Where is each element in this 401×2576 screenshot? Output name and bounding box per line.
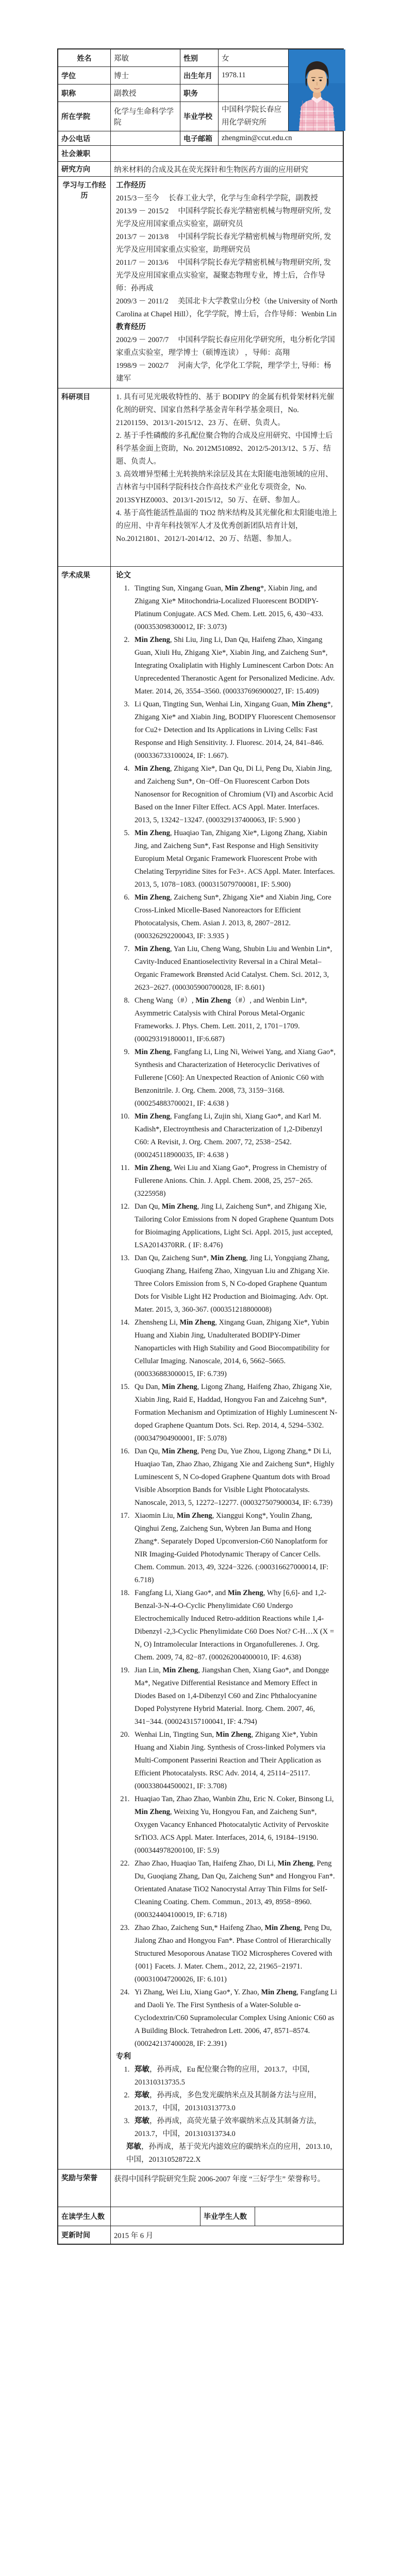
row-phone-email	[58, 131, 343, 146]
patent-item: 1. 郑敏，孙再成，Eu 配位聚合物的应用，2013.7，中国，201310313735.5	[131, 2063, 338, 2089]
paper-item: 2. Min Zheng, Shi Liu, Jing Li, Dan Qu, Haifeng Zhao, Xingang Guan, Xiuli Hu, Zhigang Xie*, Xiabin Jing, and Zaicheng Sun*, Integrating Oxaliplatin with Highly Luminescent Carbon Dots: An Unprecedented Theranostic Agent for Personalized Medicine. Adv. Mater. 2014, 26, 3554–3560. (000337696900027, IF: 15.409)	[131, 634, 338, 698]
work-history-header: 工作经历	[116, 181, 146, 190]
paper-item: 10. Min Zheng, Fangfang Li, Zujin shi, Xiang Gao*, and Karl M. Kadish*, Electroynthesis and Characterization of 1,2-Dibenzyl C60: A Revisit, J. Org. Chem. 2007, 72, 2538−2542. (000245118900035, IF: 4.638 )	[131, 1110, 338, 1162]
paper-item: 12. Dan Qu, Min Zheng, Jing Li, Zaicheng Sun*, and Zhigang Xie, Tailoring Color Emissions from N doped Graphene Quantum Dots for Bioimaging Applications, Light Sci. Appl. 2015, just accepted, LSA2014370RR. ( IF: 8.476)	[131, 1200, 338, 1252]
patents-list	[116, 2063, 338, 2141]
email-label: 电子邮箱	[180, 131, 219, 145]
profile-top-block	[58, 49, 343, 131]
paper-item: 6. Min Zheng, Zaicheng Sun*, Zhigang Xie* and Xiabin Jing, Core Cross-Linked Micelle-Based Nanoreactors for Efficient Photocatalysis, Chem. Asian J. 2013, 8, 2807−2812. (000326292200043, IF: 3.935 )	[131, 891, 338, 943]
project-item: 3. 高效增异型稀土光转换纳米涂层及其在太阳能电池领域的应用、吉林省与中国科学院科技合作高技术产业化专项资金，No. 2013SYHZ0003、2013/1-2015/12，50 万、在研、参加人。	[116, 470, 333, 504]
row-projects	[58, 388, 343, 567]
paper-item: 24. Yi Zhang, Wei Liu, Xiang Gao*, Y. Zhao, Min Zheng, Fangfang Li and Daoli Ye. The First Synthesis of a Water-Soluble α-Cyclodextrin/C60 Supramolecular Complex Using Anionic C60 as A Building Block. Tetrahedron Lett. 2006, 47, 8571–8574. (000242137400028, IF: 2.391)	[131, 1986, 338, 2050]
work-history-item: 2015/3－至今 长春工业大学，化学与生命科学学院，副教授	[116, 194, 318, 202]
paper-item: 23. Zhao Zhao, Zaicheng Sun,* Haifeng Zhao, Min Zheng, Peng Du, Jialong Zhao and Hongyou Fan*. Phase Control of Hierarchically Structured Mesoporous Anatase TiO2 Microspheres Covered with {001} Facets. J. Mater. Chem., 2012, 22, 21965−21971. (000310047200026, IF: 6.101)	[131, 1922, 338, 1986]
patent-item: 2. 郑敏，孙再成，多色发光碳纳米点及其制备方法与应用，2013.7，中国，201310313773.0	[131, 2089, 338, 2115]
experience-content	[111, 177, 343, 388]
paper-item: 16. Dan Qu, Min Zheng, Peng Du, Yue Zhou, Ligong Zhang,* Di Li, Huaqiao Tan, Zhao Zhao, Zhigang Xie and Zaicheng Sun*, Highly Luminescent S, N Co-doped Graphene Quantum dots with Broad Visible Absorption Bands for Visible Light Photocatalysts. Nanoscale, 2013, 5, 12272–12277. (000327507900034, IF: 6.739)	[131, 1445, 338, 1510]
cv-document-page	[0, 48, 401, 2576]
office-phone-label: 办公电话	[58, 131, 111, 145]
paper-item: 3. Li Quan, Tingting Sun, Wenhai Lin, Xingang Guan, Min Zheng*, Zhigang Xie* and Xiabin Jing, BODIPY Fluorescent Chemosensor for Cu2+ Detection and Its Applications in Living Cells: Fast Response and High Sensitivity. J. Fluoresc. 2014, 24, 841–846. (000336733100024, IF: 1.667).	[131, 698, 338, 762]
row-students	[58, 2207, 343, 2226]
education-list	[116, 334, 338, 385]
row-degree-birth	[58, 67, 288, 84]
professional-title-value: 副教授	[111, 84, 180, 101]
paper-item: 9. Min Zheng, Fangfang Li, Ling Ni, Weiwei Yang, and Xiang Gao*, Synthesis and Characterization of Heterocyclic Derivatives of Fullerene [C60]: An Unexpected Reaction of Anionic C60 with Benzonitrile. J. Org. Chem. 2008, 73, 3159−3168. (000254883700021, IF: 4.638 )	[131, 1046, 338, 1110]
row-college-school	[58, 102, 288, 131]
birth-date-label: 出生年月	[180, 67, 219, 84]
professional-title-label: 职称	[58, 84, 111, 101]
awards-label: 奖励与荣誉	[58, 2170, 111, 2207]
papers-header: 论文	[116, 571, 131, 580]
post-label: 职务	[180, 84, 219, 101]
projects-content	[111, 388, 343, 566]
update-time-value: 2015 年 6 月	[114, 2231, 154, 2240]
education-item: 2002/9 － 2007/7 中国科学院长春应用化学研究所，电分析化学国家重点实验室，理学博士（硕博连读） ，导师：高翔	[116, 336, 335, 357]
paper-item: 8. Cheng Wang（#）, Min Zheng（#）, and Wenbin Lin*, Asymmetric Catalysis with Chiral Porous Metal-Organic Frameworks. J. Phys. Chem. Lett. 2011, 2, 1701−1709. (000293191800011, IF:6.687)	[131, 994, 338, 1046]
achievements-content	[111, 567, 343, 2169]
paper-item: 7. Min Zheng, Yan Liu, Cheng Wang, Shubin Liu and Wenbin Lin*, Cavity-Induced Enantioselectivity Reversal in a Chiral Metal–Organic Framework Brønsted Acid Catalyst. Chem. Sci. 2012, 3, 2623−2627. (000305900700028, IF: 8.601)	[131, 943, 338, 994]
name-value: 郑敏	[111, 49, 180, 66]
birth-date-value: 1978.11	[222, 71, 246, 79]
row-experience	[58, 177, 343, 388]
awards-value: 获得中国科学院研究生院 2006-2007 年度 “三好学生” 荣誉称号。	[114, 2175, 325, 2183]
graduate-school-value: 中国科学院长春应用化学研究所	[222, 106, 281, 127]
project-item: 1. 具有可见光吸收特性的、基于 BODIPY 的金属有机骨架材料光催化剂的研究、国家自然科学基金青年科学基金项目，No. 21201159、2013/1-2015/12、23 万、在研、负责人。	[116, 393, 335, 427]
paper-item: 19. Jian Lin, Min Zheng, Jiangshan Chen, Xiang Gao*, and Dongge Ma*, Negative Differential Resistance and Memory Effect in Diodes Based on 1,4-Dibenzyl C60 and Zinc Phthalocyanine Doped Polystyrene Hybrid Material. Inorg. Chem. 2007, 46, 341−344. (000243157100041, IF: 4.794)	[131, 1664, 338, 1728]
education-header: 教育经历	[116, 323, 146, 331]
gender-value: 女	[222, 55, 229, 63]
paper-item: 18. Fangfang Li, Xiang Gao*, and Min Zheng, Why [6,6]- and 1,2-Benzal-3-N-4-O-Cyclic Phenylimidate C60 Undergo Electrochemically Induced Retro-addition Reactions while 1,4-Dibenzyl -2,3-Cyclic Phenylimidate C60 Does Not? C-H…X (X = N, O) Intramolecular Interactions in Organofullerenes. J. Org. Chem. 2009, 74, 82−87. (000262004000010, IF: 4.638)	[131, 1587, 338, 1664]
row-title-post	[58, 84, 288, 102]
work-history-item: 2009/3 － 2011/2 美国北卡大学教堂山分校（the University of North Carolina at Chapel Hill），化学学院，博士后，合作导师：Wenbin Lin	[116, 297, 338, 318]
college-value: 化学与生命科学学院	[111, 102, 180, 131]
patents-header: 专利	[116, 2053, 131, 2061]
experience-label: 学习与工作经历	[58, 177, 111, 388]
post-value	[219, 84, 288, 101]
paper-item: 13. Dan Qu, Zaicheng Sun*, Min Zheng, Jing Li, Yongqiang Zhang, Guoqiang Zhang, Haifeng Zhao, Xingyuan Liu and Zhigang Xie. Three Colors Emission from S, N Co-doped Graphene Quantum Dots for Visible Light H2 Production and Bioimaging. Adv. Opt. Mater. 2015, 3, 360-367. (000351218800008)	[131, 1252, 338, 1316]
cv-table	[57, 48, 344, 2245]
project-item: 2. 基于手性磷酸的多孔配位聚合物的合成及应用研究、中国博士后科学基金面上资助，No. 2012M510892、2012/5-2013/12、5 万、结题、负责人。	[116, 432, 333, 466]
work-history-list	[116, 192, 338, 321]
row-name-gender	[58, 49, 288, 67]
row-research	[58, 162, 343, 177]
paper-item: 22. Zhao Zhao, Huaqiao Tan, Haifeng Zhao, Di Li, Min Zheng, Peng Du, Guoqiang Zhang, Dan Qu, Zaicheng Sun* and Hongyou Fan*. Orientated Anatase TiO2 Nanocrystal Array Thin Films for Self-Cleaning Coating. Chem. Commun., 2013, 49, 8958−8960. (000324404100019, IF: 6.718)	[131, 1857, 338, 1922]
papers-list	[116, 582, 338, 2050]
paper-item: 1. Tingting Sun, Xingang Guan, Min Zheng*, Xiabin Jing, and Zhigang Xie* Mitochondria-Localized Fluorescent BODIPY-Platinum Conjugate. ACS Med. Chem. Lett. 2015, 6, 430−433. (000353098300012, IF: 3.073)	[131, 582, 338, 634]
name-label: 姓名	[58, 49, 111, 66]
project-item: 4. 基于高性能活性晶面的 TiO2 纳米结构及其光催化和太阳能电池上的应用、中青年科技领军人才及优秀创新团队培育计划，No.20121801、2012/1-2014/12、20 万、结题、参加人。	[116, 509, 337, 543]
degree-value: 博士	[111, 67, 180, 84]
social-posts-value	[111, 146, 343, 161]
portrait-photo-graphic	[289, 49, 345, 131]
gender-label: 性别	[180, 49, 219, 66]
projects-list	[116, 391, 338, 546]
research-direction-label: 研究方向	[58, 162, 111, 176]
research-direction-value: 纳米材料的合成及其在荧光探针和生物医药方面的应用研究	[114, 165, 308, 174]
update-time-label: 更新时间	[58, 2226, 111, 2244]
work-history-item: 2013/7 － 2013/8 中国科学院长春光学精密机械与物理研究所, 发光学及应用国家重点实验室，助理研究员	[116, 233, 331, 254]
graduate-school-label: 毕业学校	[180, 102, 219, 131]
work-history-item: 2013/9 － 2015/2 中国科学院长春光学精密机械与物理研究所, 发光学及应用国家重点实验室，副研究员	[116, 207, 331, 228]
paper-item: 20. Wenhai Lin, Tingting Sun, Min Zheng, Zhigang Xie*, Yubin Huang and Xiabin Jing. Synthesis of Cross-linked Polymers via Multi-Component Passerini Reaction and Their Application as Efficient Photocatalysts. RSC Adv. 2014, 4, 25114−25117. (000338044500021, IF: 3.708)	[131, 1728, 338, 1793]
achievements-label: 学术成果	[58, 567, 111, 2169]
paper-item: 15. Qu Dan, Min Zheng, Ligong Zhang, Haifeng Zhao, Zhigang Xie, Xiabin Jing, Raid E, Haddad, Hongyou Fan and Zaicehng Sun*, Formation Mechanism and Optimization of Highly Luminescent N-doped Graphene Quantum Dots. Sci. Rep. 2014, 4, 5294–5302. (000347904900001, IF: 5.078)	[131, 1381, 338, 1445]
paper-item: 14. Zhensheng Li, Min Zheng, Xingang Guan, Zhigang Xie*, Yubin Huang and Xiabin Jing, Unadulterated BODIPY-Dimer Nanoparticles with High Stability and Good Biocompatibility for Cellular Imaging. Nanoscale, 2014, 6, 5662–5665. (000336883000015, IF: 6.739)	[131, 1316, 338, 1381]
paper-item: 5. Min Zheng, Huaqiao Tan, Zhigang Xie*, Ligong Zhang, Xiabin Jing, and Zaicheng Sun*, Fast Response and High Sensitivity Europium Metal Organic Framework Fluorescent Probe with Chelating Terpyridine Sites for Fe3+. ACS Appl. Mater. Interfaces. 2013, 5, 1078−1083. (000315079700081, IF: 5.900)	[131, 827, 338, 891]
row-achievements	[58, 567, 343, 2170]
paper-item: 17. Xiaomin Liu, Min Zheng, Xianggui Kong*, Youlin Zhang, Qinghui Zeng, Zaicheng Sun, Wybren Jan Buma and Hong Zhang*. Separately Doped Upconversion-C60 Nanoplatform for NIR Imaging-Guided Photodynamic Therapy of Cancer Cells. Chem. Commun. 2013, 49, 3224−3226. (:000316627000014, IF: 6.718)	[131, 1510, 338, 1587]
patent-item-unnumbered: 郑敏，孙再成，基于荧光内滤效应的碳纳米点的应用，2013.10，中国，201310528722.X	[126, 2143, 338, 2164]
education-item: 1998/9 － 2002/7 河南大学，化学化工学院，理学学士, 导师：杨建军	[116, 362, 331, 383]
paper-item: 21. Huaqiao Tan, Zhao Zhao, Wanbin Zhu, Eric N. Coker, Binsong Li, Min Zheng, Weixing Yu, Hongyou Fan, and Zaicheng Sun*, Oxygen Vacancy Enhanced Photocatalytic Activity of Pervoskite SrTiO3. ACS Appl. Mater. Interfaces, 2014, 6, 19184–19190. (000344978200100, IF: 5.9)	[131, 1793, 338, 1857]
current-students-value	[111, 2207, 201, 2226]
social-posts-label: 社会兼职	[58, 146, 111, 161]
graduated-students-label: 毕业学生人数	[201, 2207, 255, 2226]
row-social	[58, 146, 343, 162]
email-value: zhengmin@ccut.edu.cn	[222, 134, 292, 142]
work-history-item: 2011/7 － 2013/6 中国科学院长春光学精密机械与物理研究所, 发光学及应用国家重点实验室，凝聚态物理专业，博士后，合作导师：孙再成	[116, 259, 331, 293]
paper-item: 11. Min Zheng, Wei Liu and Xiang Gao*, Progress in Chemistry of Fullerene Anions. Chin. J. Appl. Chem. 2008, 25, 257−265. (3225958)	[131, 1162, 338, 1200]
paper-item: 4. Min Zheng, Zhigang Xie*, Dan Qu, Di Li, Peng Du, Xiabin Jing, and Zaicheng Sun*, On−Off−On Fluorescent Carbon Dots Nanosensor for Recognition of Chromium (VI) and Ascorbic Acid Based on the Inner Filter Effect. ACS Appl. Mater. Interfaces. 2013, 5, 13242−13247. (000329137400063, IF: 5.900 )	[131, 762, 338, 827]
office-phone-value	[111, 131, 180, 145]
patent-item: 3. 郑敏，孙再成，高荧光量子效率碳纳米点及其制备方法，2013.7，中国，201310313734.0	[131, 2115, 338, 2141]
degree-label: 学位	[58, 67, 111, 84]
row-awards	[58, 2170, 343, 2207]
row-updated	[58, 2226, 343, 2244]
graduated-students-value	[255, 2207, 343, 2226]
portrait-photo	[288, 49, 345, 131]
college-label: 所在学院	[58, 102, 111, 131]
projects-label: 科研项目	[58, 388, 111, 566]
current-students-label: 在读学生人数	[58, 2207, 111, 2226]
